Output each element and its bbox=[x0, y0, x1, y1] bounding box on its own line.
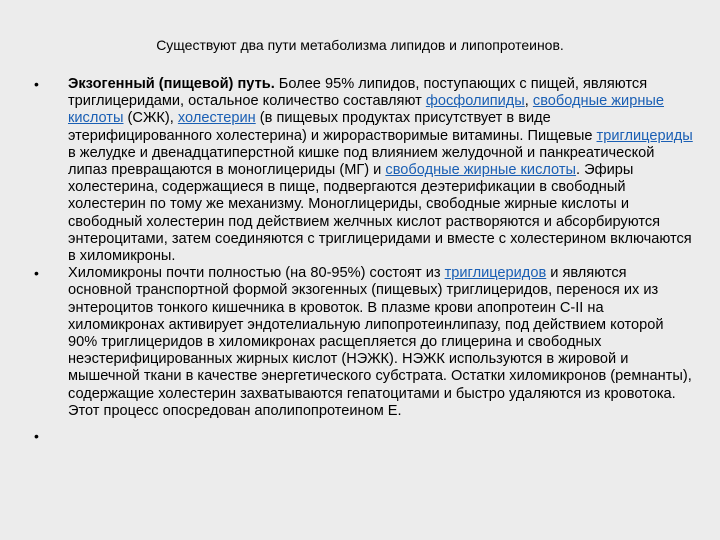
bullet-text: и являются основной транспортной формой экзогенных (пищевых) триглицеридов, перенося их из энтероцитов тонкого кишечника в кровоток. В плазме крови апопротеин С-II на хиломикронах активирует эндотелиальную липопротеинлипазу, под действием которой 90% триглицеридов в хиломикронах расщепляется до глицерина и свободных неэстерифицированных жирных кислот (НЭЖК). НЭЖК используются в жировой и мышечной ткани в качестве энергетического субстрата. Остатки хиломикронов (ремнанты), содержащие холестерин захватываются гепатоцитами и быстро удаляются из кровотока. Этот процесс опосредован аполипопротеином Е. bbox=[68, 265, 692, 419]
bullet-list bbox=[34, 76, 694, 445]
bullet-text: Более 95% липидов, поступающих с пищей, являются триглицеридами, остальное количество составляют bbox=[68, 76, 648, 110]
bullet-icon: • bbox=[34, 265, 39, 282]
link-triglycerides[interactable]: триглицериды bbox=[596, 127, 693, 144]
bullet-icon: • bbox=[34, 428, 39, 445]
bullet-empty bbox=[34, 428, 694, 445]
bullet-chylomicrons bbox=[34, 265, 694, 420]
bullet-text: в желудке и двенадцатиперстной кишке под влиянием желудочной и панкреатической липаз превращаются в моноглицериды (МГ) и bbox=[68, 144, 655, 179]
slide-title: Существуют два пути метаболизма липидов и липопротеинов. bbox=[156, 37, 564, 53]
link-free-fatty-acids-2[interactable]: свободные жирные кислоты bbox=[385, 162, 577, 179]
link-free-fatty-acids[interactable]: свободные жирные кислоты bbox=[68, 93, 664, 127]
link-triglycerides-2[interactable]: триглицеридов bbox=[444, 265, 547, 282]
bullet-text: , bbox=[524, 93, 533, 110]
bullet-text: (СЖК), bbox=[123, 110, 178, 127]
bullet-text: . Эфиры холестерина, содержащиеся в пище, подвергаются деэтерификации в свободный холестерин по тому же механизму. Моноглицериды, свободные жирные кислоты и свободный холестерин под действием желчных кислот растворяются и абсорбируются энтероцитами, затем соединяются с триглицеридами и вместе с холестерином включаются в хиломикроны. bbox=[68, 162, 692, 265]
bullet-heading: Экзогенный (пищевой) путь. bbox=[68, 76, 275, 92]
bullet-text: Хиломикроны почти полностью (на 80-95%) состоят из bbox=[68, 265, 445, 282]
bullet-text: (в пищевых продуктах присутствует в виде этерифицированного холестерина) и жирорастворимые витамины. Пищевые bbox=[68, 110, 597, 144]
link-cholesterol[interactable]: холестерин bbox=[177, 110, 256, 127]
link-phospholipids[interactable]: фосфолипиды bbox=[425, 93, 525, 110]
bullet-icon: • bbox=[34, 76, 39, 92]
bullet-exogenous-pathway bbox=[34, 76, 694, 265]
